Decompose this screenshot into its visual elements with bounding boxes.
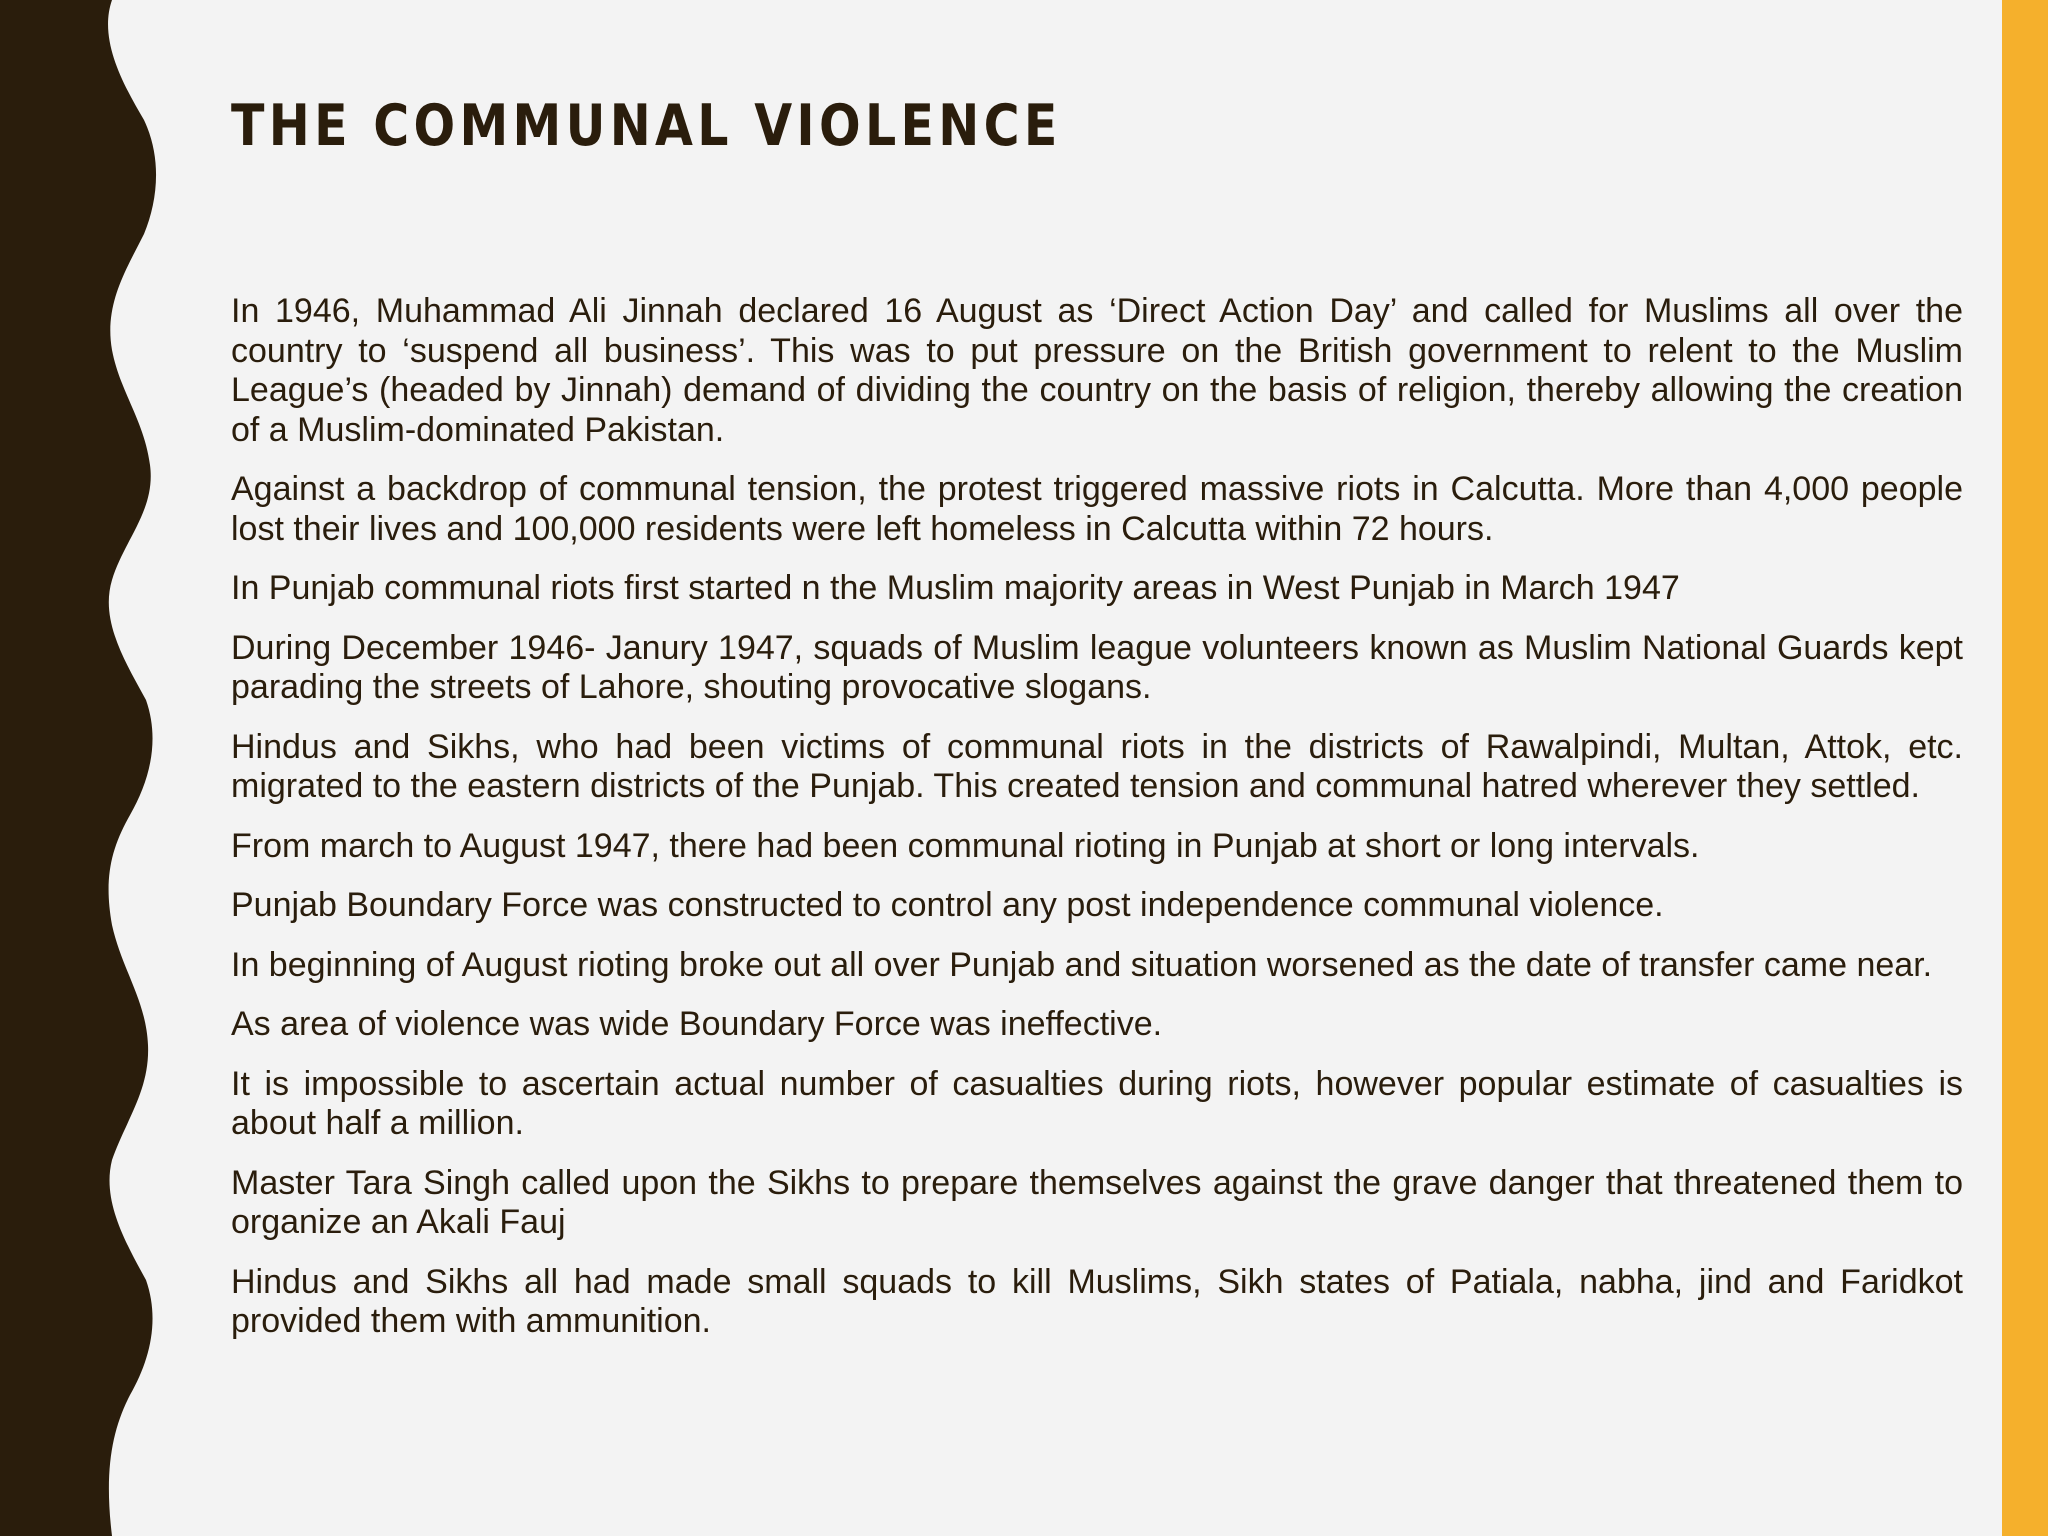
paragraph-boundary-force: Punjab Boundary Force was constructed to control any post independence communal violence.: [231, 886, 1664, 924]
paragraph-casualties: It is impossible to ascertain actual number of casualties during riots, however popular estimate of casualties is about half a million.: [231, 1064, 1963, 1142]
paragraph-punjab-riots-start: In Punjab communal riots first started n the Muslim majority areas in West Punjab in March 1947: [231, 569, 1680, 607]
paragraph-august-rioting: In beginning of August rioting broke out all over Punjab and situation worsened as the date of transfer came near.: [231, 945, 1933, 984]
paragraph-muslim-national-guards: During December 1946- Janury 1947, squads of Muslim league volunteers known as Muslim National Guards kept parading the streets of Lahore, shouting provocative slogans.: [231, 628, 1963, 706]
paragraph-squads-ammunition: Hindus and Sikhs all had made small squads to kill Muslims, Sikh states of Patiala, nabha, jind and Faridkot provided them with ammunition.: [231, 1262, 1963, 1340]
paragraph-akali-fauj: Master Tara Singh called upon the Sikhs to prepare themselves against the grave danger that threatened them to organize an Akali Fauj: [231, 1163, 1963, 1241]
paragraph-rioting-intervals: From march to August 1947, there had been communal rioting in Punjab at short or long intervals.: [231, 826, 1700, 865]
paragraph-calcutta-riots: Against a backdrop of communal tension, the protest triggered massive riots in Calcutta. More than 4,000 people lost their lives and 100,000 residents were left homeless in Calcutta within 72 hours.: [231, 470, 1963, 548]
paragraph-migration: Hindus and Sikhs, who had been victims of communal riots in the districts of Rawalpindi, Multan, Attok, etc. migrated to the eastern districts of the Punjab. This created tension and communal hatred wherever they settled.: [231, 727, 1963, 805]
slide-body: [231, 292, 1963, 1362]
slide-title: THE COMMUNAL VIOLENCE: [231, 93, 1062, 159]
decorative-wave-band: [0, 0, 160, 1536]
paragraph-force-ineffective: As area of violence was wide Boundary Force was ineffective.: [231, 1005, 1163, 1043]
accent-bar: [2002, 0, 2048, 1536]
paragraph-direct-action-day: In 1946, Muhammad Ali Jinnah declared 16 August as ‘Direct Action Day’ and called for Muslims all over the country to ‘suspend all business’. This was to put pressure on the British government to relent to the Muslim League’s (headed by Jinnah) demand of dividing the country on the basis of religion, thereby allowing the creation of a Muslim-dominated Pakistan.: [231, 292, 1963, 449]
